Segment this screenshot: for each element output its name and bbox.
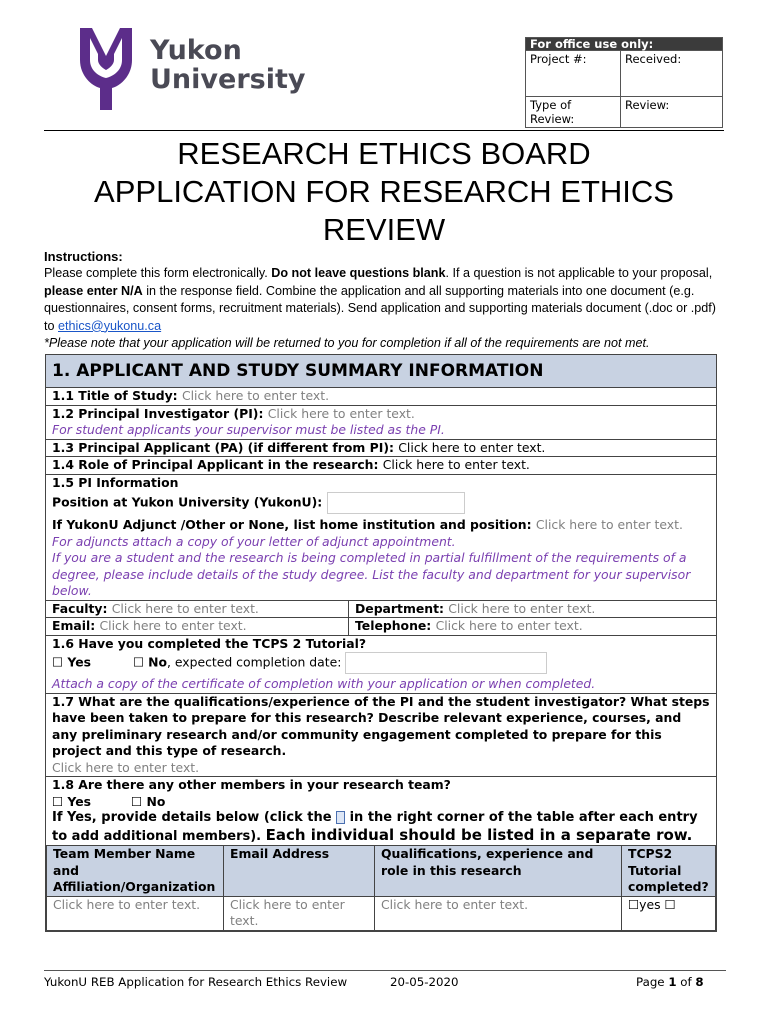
logo-line2: University [150, 64, 306, 95]
adjunct-label: If YukonU Adjunct /Other or None, list home institution and position: [52, 517, 536, 532]
completion-date-input[interactable] [345, 652, 547, 674]
q1-4-row [46, 457, 716, 475]
qualifications-field[interactable]: Click here to enter text. [52, 759, 200, 775]
team-header-qualifications: Qualifications, experience and role in this research [375, 846, 622, 897]
team-detail-text-3: Each individual should be listed in a separate row. [265, 825, 693, 844]
q1-7-row [46, 694, 716, 778]
team-qualifications-field[interactable]: Click here to enter text. [375, 896, 622, 930]
table-row [47, 896, 716, 930]
q1-2-label: 1.2 Principal Investigator (PI): [52, 405, 268, 421]
current-page: 1 [668, 975, 677, 989]
title-line1: RESEARCH ETHICS BOARD [177, 136, 591, 171]
instructions-body [44, 265, 726, 335]
q1-2-row [46, 406, 716, 440]
student-note: If you are a student and the research is being completed in partial fulfillment of the requirements of a degree, please include details of the study degree. List the faculty and department for your supervisor below. [52, 550, 691, 598]
principal-investigator-field[interactable]: Click here to enter text. [267, 405, 415, 421]
page-prefix: Page [636, 975, 669, 989]
page-number [636, 975, 704, 989]
review-cell[interactable]: Review: [621, 97, 723, 128]
faculty-label: Faculty: [52, 600, 112, 616]
instr-bold-2: please enter N/A [44, 283, 143, 298]
q1-1-row [46, 388, 716, 406]
team-header-email: Email Address [224, 846, 375, 897]
team-no-checkbox[interactable]: ☐ No [131, 793, 166, 809]
instr-bold-1: Do not leave questions blank [271, 266, 446, 281]
telephone-label: Telephone: [355, 618, 436, 633]
footer-title: YukonU REB Application for Research Ethics Review [44, 975, 348, 989]
role-of-pa-field[interactable]: Click here to enter text. [382, 457, 530, 472]
tcps-yes-checkbox[interactable]: ☐ Yes [52, 654, 92, 670]
instructions-heading: Instructions: [44, 249, 123, 264]
instr-text-3: in the response field. Combine the application and all supporting materials into one document (e.g. questionnaires, consent forms, recruitment materials). Send application and supporting materials document (.doc or .pdf) to [44, 283, 717, 333]
position-input[interactable] [327, 492, 465, 514]
principal-applicant-field[interactable]: Click here to enter text. [398, 439, 546, 455]
adjunct-note: For adjuncts attach a copy of your letter of adjunct appointment. [52, 533, 456, 549]
title-line3: REVIEW [322, 212, 446, 247]
faculty-field[interactable]: Click here to enter text. [111, 600, 259, 616]
q1-2-note: For student applicants your supervisor must be listed as the PI. [52, 422, 445, 437]
total-pages: 8 [695, 975, 704, 989]
team-header-name: Team Member Name and Affiliation/Organization [47, 846, 224, 897]
q1-6-row [46, 636, 716, 694]
header-rule [44, 130, 724, 131]
office-header: For office use only: [526, 38, 723, 51]
team-table [46, 845, 716, 931]
email-telephone-row [46, 618, 716, 636]
q1-5-label: 1.5 PI Information [52, 474, 179, 490]
page-of: of [676, 975, 696, 989]
team-name-field[interactable]: Click here to enter text. [47, 896, 224, 930]
faculty-department-row [46, 601, 716, 619]
logo-wordmark [150, 36, 305, 94]
email-label: Email: [52, 618, 100, 633]
department-label: Department: [355, 600, 449, 616]
instructions [44, 248, 726, 352]
footer-date: 20-05-2020 [390, 975, 459, 989]
title-of-study-field[interactable]: Click here to enter text. [181, 388, 330, 403]
logo-line1: Yukon [150, 35, 242, 66]
instr-text-2: . If a question is not applicable to your proposal, [445, 266, 713, 281]
position-label: Position at Yukon University (YukonU): [52, 494, 327, 510]
q1-5-row [46, 475, 716, 601]
q1-8-row [46, 777, 716, 845]
team-email-field[interactable]: Click here to enter text. [224, 896, 375, 930]
page-footer [44, 975, 716, 989]
q1-3-row [46, 440, 716, 458]
q1-4-label: 1.4 Role of Principal Applicant in the research: [52, 457, 383, 472]
telephone-field[interactable]: Click here to enter text. [435, 618, 583, 633]
project-number-cell[interactable]: Project #: [526, 51, 621, 97]
q1-1-label: 1.1 Title of Study: [52, 388, 182, 403]
instr-text-1: Please complete this form electronically. [44, 266, 272, 281]
team-detail-text-2: in the right corner of the table after each entry to add additional members). [52, 810, 698, 844]
team-detail-text: If Yes, provide details below (click the [52, 810, 337, 825]
q1-7-label: 1.7 What are the qualifications/experience of the PI and the student investigator? What steps have been taken to prepare for this research? Describe relevant experience, courses, and any preliminary research and/or community engagement completed to prepare for this project and this type of research. [52, 693, 710, 758]
q1-6-note: Attach a copy of the certificate of completion with your application or when completed. [52, 676, 596, 691]
completion-date-label: , expected completion date: [166, 654, 346, 670]
footer-rule [44, 970, 726, 971]
email-field[interactable]: Click here to enter text. [99, 618, 247, 633]
q1-8-label: 1.8 Are there any other members in your research team? [52, 777, 451, 792]
type-of-review-cell[interactable]: Type of Review: [526, 97, 621, 128]
title-line2: APPLICATION FOR RESEARCH ETHICS [94, 174, 674, 209]
q1-6-label: 1.6 Have you completed the TCPS 2 Tutorial? [52, 635, 367, 651]
office-use-table [525, 37, 723, 128]
add-row-icon [336, 811, 345, 824]
team-header-tcps2: TCPS2 Tutorial completed? [622, 846, 716, 897]
tcps-no-label: No [148, 654, 167, 670]
page-title [44, 135, 724, 249]
application-form [45, 354, 717, 932]
team-yes-checkbox[interactable]: ☐ Yes [52, 793, 92, 809]
ethics-email-link[interactable]: ethics@yukonu.ca [58, 318, 162, 333]
q1-3-label: 1.3 Principal Applicant (PA) (if different from PI): [52, 439, 399, 455]
instructions-note: *Please note that your application will be returned to you for completion if all of the requirements are not met. [44, 336, 650, 351]
team-tcps2-checkbox[interactable]: ☐yes ☐ [622, 896, 716, 930]
received-cell[interactable]: Received: [621, 51, 723, 97]
section-heading: 1. APPLICANT AND STUDY SUMMARY INFORMATION [46, 355, 716, 388]
adjunct-institution-field[interactable]: Click here to enter text. [535, 517, 683, 532]
department-field[interactable]: Click here to enter text. [448, 600, 596, 616]
tcps-no-checkbox[interactable]: ☐ [133, 654, 149, 670]
